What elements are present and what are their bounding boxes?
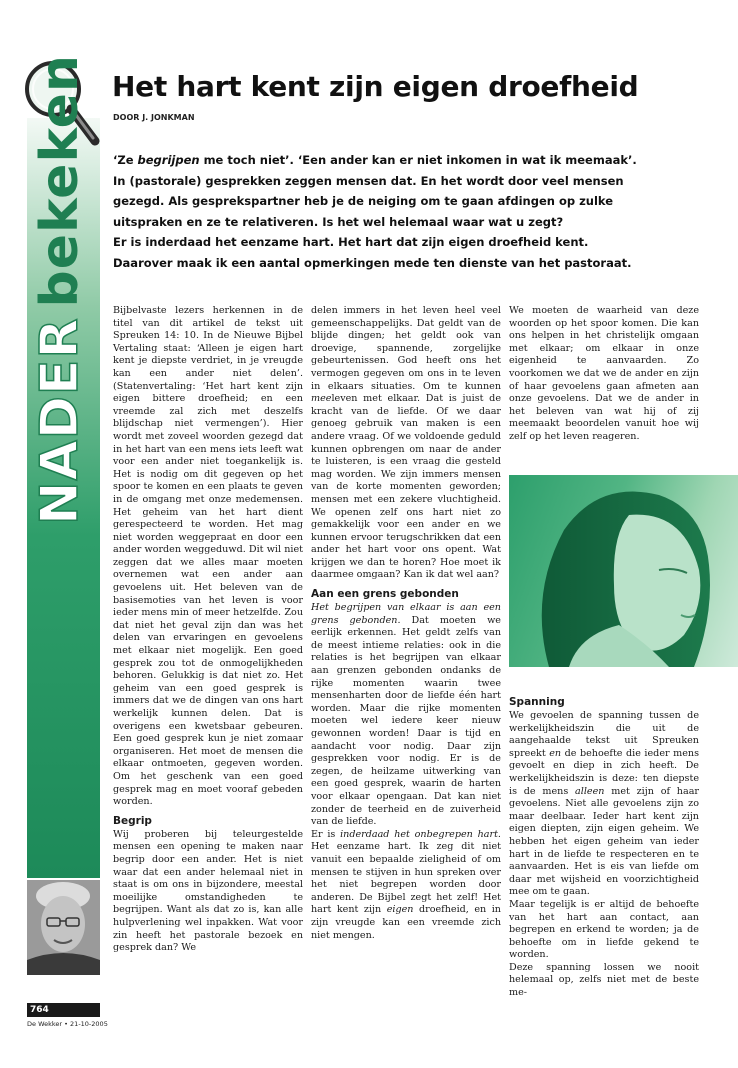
intro-line-2: In (pastorale) gesprekken zeggen mensen dat. En het wordt door veel mensen bbox=[113, 173, 624, 188]
subheading-spanning: Spanning bbox=[509, 696, 565, 708]
body-paragraph: Wij proberen bij teleurgestelde mensen een opening te maken naar begrip door een ander. Het is niet waar dat een ander helemaal niet in staat is om ons in bijzondere, meestal moeilijke omstandigheden te begrijpen. Want als dat zo is, kan alle hulpverlening wel inpakken. Wat voor zin heeft het pastorale bezoek en gesprek dan? We bbox=[113, 828, 303, 954]
intro-paragraph bbox=[113, 150, 713, 273]
intro-line-1: ‘Ze begrijpen me toch niet’. ‘Een ander kan er niet inkomen in wat ik meemaak’. bbox=[113, 153, 637, 167]
section-title-vertical bbox=[30, 54, 90, 525]
section-title-word2: bekeken bbox=[30, 54, 90, 308]
text-column-3-bottom bbox=[509, 690, 700, 999]
article-headline: Het hart kent zijn eigen droefheid bbox=[112, 70, 639, 103]
intro-line-5: Er is inderdaad het eenzame hart. Het hart dat zijn eigen droefheid kent. bbox=[113, 235, 589, 249]
subheading-begrip: Begrip bbox=[113, 814, 152, 827]
author-portrait-illustration bbox=[27, 880, 100, 975]
woman-portrait-illustration bbox=[509, 475, 738, 667]
body-paragraph: Er is inderdaad het onbegrepen hart. Het eenzame hart. Ik zeg dit niet vanuit een bepaalde zieligheid of om mensen te stijven in hun spreken over het niet begrepen worden door anderen. De Bijbel zegt het zelf! Het hart kent zijn eigen droefheid, en in zijn vreugde kan een vreemde zich niet mengen. bbox=[311, 828, 501, 941]
body-paragraph: Maar tegelijk is er altijd de behoefte van het hart aan contact, aan begrepen en erkend te worden; ja de behoefte om in liefde gekend te worden. bbox=[509, 898, 699, 961]
woman-photo bbox=[509, 475, 738, 667]
intro-line-3: gezegd. Als gesprekspartner heb je de neiging om te gaan afdingen op zulke bbox=[113, 194, 614, 208]
section-title-word1: NADER bbox=[30, 317, 90, 525]
text-column-3-top bbox=[509, 305, 699, 465]
body-paragraph: Deze spanning lossen we nooit helemaal op, zelfs niet met de beste me- bbox=[509, 961, 699, 999]
body-paragraph: We gevoelen de spanning tussen de werkelijkheidszin die uit de aangehaalde tekst uit Spreuken spreekt en de behoefte die ieder mens gevoelt en diep in zich heeft. De werkelijkheidszin is deze: ten diepste is de mens alleen met zijn of haar gevoelens. Niet alle gevoelens zijn zo maar deelbaar. Ieder hart kent zijn eigen diepten, zijn eigen geheim. We hebben het eigen geheim van ieder hart in de liefde te respecteren en te aanvaarden. Het is eis van liefde om daar met wijsheid en voorzichtigheid mee om te gaan. bbox=[509, 710, 700, 898]
intro-line-6: Daarover maak ik een aantal opmerkingen mede ten dienste van het pastoraat. bbox=[113, 255, 632, 270]
body-paragraph: Bijbelvaste lezers herkennen in de titel van dit artikel de tekst uit Spreuken 14: 10. In de Nieuwe Bijbel Vertaling staat: ‘Alleen je eigen hart kent je diepste verdriet, in je vreugde kan een ander niet delen’. (Statenvertaling: ‘Het hart kent zijn eigen bittere droefheid; en een vreemde zal zich met deszelfs blijdschap niet vermengen’). Hier wordt met zoveel woorden gezegd dat in het hart van een mens iets leeft wat voor een ander niet toegankelijk is. Het is nodig om dit gegeven op het spoor te komen en een plaats te geven in de omgang met onze medemensen. Het geheim van het hart dient gerespecteerd te worden. Het mag niet worden weggepraat en door een ander worden weggeduwd. Dit wil niet zeggen dat we alles maar moeten overnemen wat een ander aan gevoelens uit. Het beleven van de basisemoties van het leven is voor ieder mens min of meer hetzelfde. Zou dat niet het geval zijn dan was het delen van ervaringen en gevoelens met elkaar niet mogelijk. Een goed gesprek zou tot de onmogelijkheden behoren. Gelukkig is dat niet zo. Het geheim van een goed gesprek is immers dat we de dingen van ons hart werkelijk kunnen delen. Dat is overigens een kwetsbaar gebeuren. Een goed gesprek kun je niet zomaar organiseren. Het moet de mensen die elkaar ontmoeten, gegeven worden. Om het geschenk van een goed gesprek mag en moet vooraf gebeden worden. bbox=[113, 305, 303, 808]
body-paragraph: Het begrijpen van elkaar is aan een grens gebonden. Dat moeten we eerlijk erkennen. Het geldt zelfs van de meest intieme relaties: ook in die relaties is het begrijpen van elkaar aan grenzen gebonden ondanks de rijke momenten waarin twee mensenharten door de liefde één hart worden. Maar die rijke momenten moeten wel iedere keer nieuw gewonnen worden! Daar is tijd en aandacht voor nodig. Daar zijn gesprekken voor nodig. Er is de zegen, de heilzame uitwerking van een goed gesprek, waarin de harten voor elkaar opengaan. Dat kan niet zonder de teerheid en de zuiverheid van de liefde. bbox=[311, 602, 501, 828]
body-paragraph: We moeten de waarheid van deze woorden op het spoor komen. Die kan ons helpen in het christelijk omgaan met elkaar; om elkaar in onze eigenheid te aanvaarden. Zo voorkomen we dat we de ander en zijn of haar gevoelens gaan afmeten aan onze gevoelens. Dat we de ander in het beleven van wat hij of zij meemaakt beoordelen vanuit hoe wij zelf op het leven reageren. bbox=[509, 305, 699, 442]
text-column-2 bbox=[311, 305, 501, 1035]
text-column-1 bbox=[113, 305, 303, 954]
byline: DOOR J. JONKMAN bbox=[113, 113, 195, 122]
page-number: 764 bbox=[27, 1003, 100, 1017]
intro-line-4: uitspraken en ze te relativeren. Is het wel helemaal waar wat u zegt? bbox=[113, 214, 564, 229]
subheading-grens: Aan een grens gebonden bbox=[311, 588, 459, 601]
footer-publication: De Wekker • 21-10-2005 bbox=[27, 1020, 108, 1028]
body-paragraph: delen immers in het leven heel veel gemeenschappelijks. Dat geldt van de blijde dingen; het geldt ook van droevige, spannende, zorgelijke gebeurtenissen. God heeft ons het vermogen gegeven om ons in te leven in elkaars situaties. Om te kunnen meeleven met elkaar. Dat is juist de kracht van de liefde. Of we daar genoeg gebruik van maken is een andere vraag. Of we voldoende geduld kunnen opbrengen om naar de ander te luisteren, is een vraag die gesteld mag worden. We zijn immers mensen van de korte momenten geworden; mensen met een zekere vluchtigheid. We openen zelf ons hart niet zo gemakkelijk voor een ander en we kunnen ervoor terugschrikken dat een ander het hart voor ons opent. Wat krijgen we dan te horen? Hoe moet ik daarmee omgaan? Kan ik dat wel aan? bbox=[311, 305, 501, 581]
author-photo bbox=[27, 880, 100, 975]
